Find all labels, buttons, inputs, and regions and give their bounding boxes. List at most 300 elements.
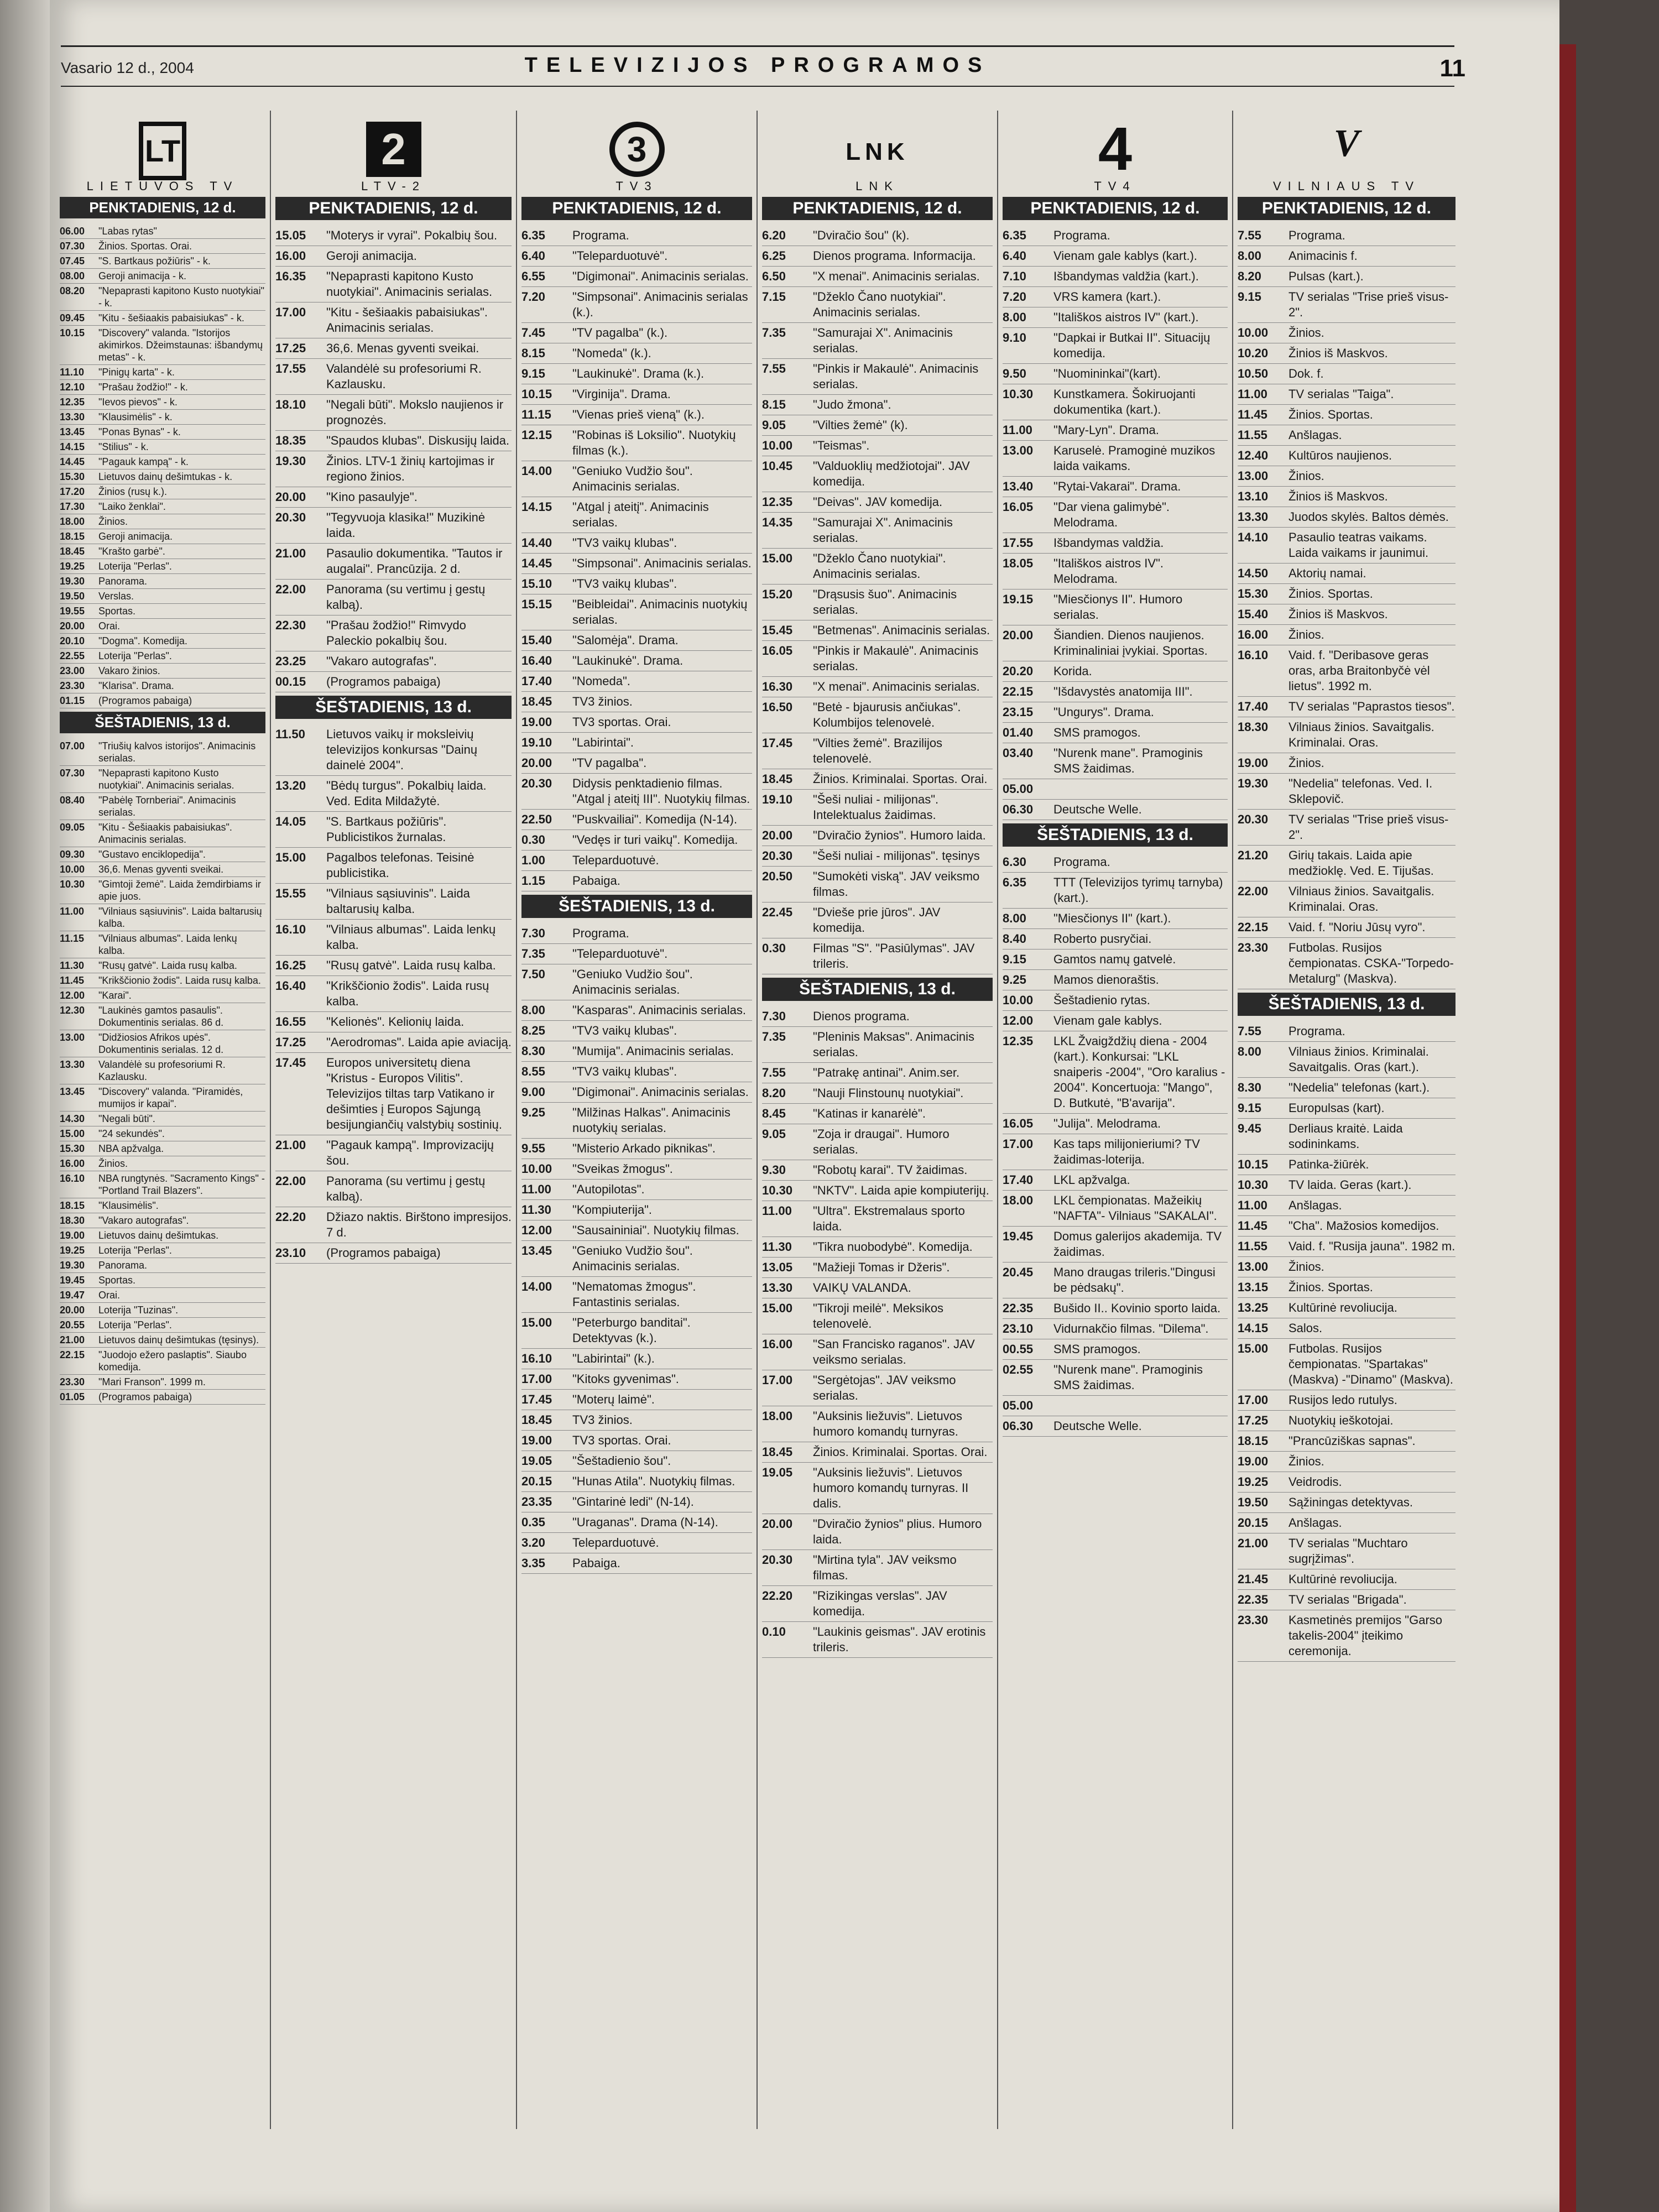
- program-time: 18.15: [60, 531, 85, 542]
- program-time: 11.00: [60, 906, 85, 917]
- program-title: Deutsche Welle.: [1053, 1419, 1142, 1433]
- program-row: [762, 585, 993, 620]
- program-row: [60, 1375, 265, 1390]
- program-time: 9.05: [762, 418, 786, 432]
- program-title: "Nepaprasti kapitono Kusto nuotykiai". Animacinis serialas.: [98, 768, 234, 791]
- program-time: 21.00: [60, 1334, 85, 1345]
- program-title: "Cha". Mažosios komedijos.: [1288, 1219, 1439, 1233]
- program-row: [521, 1082, 752, 1103]
- program-title: "Kitu - Šešiaakis pabaisiukas". Animacinis serialas.: [98, 822, 232, 845]
- program-row: [1238, 717, 1455, 753]
- program-title: "Pabėlę Tornberiai". Animacinis serialas.: [98, 795, 236, 818]
- program-title: "Vilniaus sąsiuvinis". Laida baltarusių kalba.: [326, 886, 470, 916]
- program-time: 10.00: [1238, 326, 1269, 340]
- program-time: 6.40: [521, 249, 545, 263]
- program-time: 18.45: [762, 772, 793, 786]
- program-time: 8.40: [1003, 932, 1026, 946]
- program-title: "Pinigų karta" - k.: [98, 367, 175, 378]
- program-row: [60, 1003, 265, 1030]
- program-time: 10.00: [60, 864, 85, 875]
- program-title: Žinios. Kriminalai. Sportas. Orai.: [813, 1445, 988, 1459]
- program-row: [521, 425, 752, 461]
- program-time: 9.10: [1003, 331, 1026, 345]
- channel-name: LNK: [855, 179, 899, 193]
- program-time: 05.00: [1003, 782, 1034, 796]
- program-title: Didysis penktadienio filmas. "Atgal į ateitį III". Nuotykių filmas.: [572, 776, 750, 806]
- program-title: "Geniuko Vudžio šou". Animacinis serialas.: [572, 967, 693, 997]
- program-row: [762, 267, 993, 287]
- program-time: 19.00: [1238, 1454, 1269, 1468]
- program-title: "Drąsusis šuo". Animacinis serialas.: [813, 587, 957, 617]
- program-title: Vaid. f. "Rusija jauna". 1982 m.: [1288, 1239, 1455, 1253]
- program-title: Programa.: [572, 926, 629, 940]
- program-time: 9.15: [1238, 1101, 1261, 1115]
- program-title: "Laukinukė". Drama.: [572, 654, 684, 667]
- program-title: "Vilties žemė". Brazilijos telenovelė.: [813, 736, 943, 765]
- program-title: Lietuvos dainų dešimtukas (tęsinys).: [98, 1334, 259, 1345]
- channel-column: [758, 111, 998, 2129]
- program-title: "Auksinis liežuvis". Lietuvos humoro komandų turnyras.: [813, 1409, 962, 1438]
- program-time: 21.45: [1238, 1572, 1269, 1586]
- program-time: 01.15: [60, 695, 85, 706]
- program-title: "Dar viena galimybė". Melodrama.: [1053, 500, 1170, 529]
- program-title: Sportas.: [98, 1275, 136, 1286]
- program-row: [1003, 226, 1228, 246]
- program-row: [275, 580, 512, 615]
- program-row: [1003, 533, 1228, 554]
- program-row: [1238, 364, 1455, 384]
- day-header: ŠEŠTADIENIS, 13 d.: [1238, 993, 1455, 1016]
- program-title: Džiazo naktis. Birštono impresijos. 7 d.: [326, 1210, 512, 1239]
- program-time: 10.30: [60, 879, 85, 890]
- program-row: [1238, 1513, 1455, 1533]
- program-title: "Negali būti". Mokslo naujienos ir prognozės.: [326, 398, 504, 427]
- program-time: 19.00: [60, 1230, 85, 1241]
- program-time: 12.30: [60, 1005, 85, 1016]
- program-row: [762, 1006, 993, 1027]
- program-row: [275, 544, 512, 580]
- program-row: [60, 425, 265, 440]
- program-title: "Betmenas". Animacinis serialas.: [813, 623, 990, 637]
- program-time: 14.15: [1238, 1321, 1269, 1335]
- program-time: 15.40: [1238, 607, 1269, 621]
- program-time: 19.50: [60, 591, 85, 602]
- program-row: [762, 846, 993, 867]
- program-time: 23.00: [60, 665, 85, 676]
- program-time: 16.00: [60, 1158, 85, 1169]
- program-time: 10.15: [60, 327, 85, 338]
- program-row: [1238, 846, 1455, 881]
- program-title: Juodos skylės. Baltos dėmės.: [1288, 510, 1449, 524]
- program-title: "Hunas Atila". Nuotykių filmas.: [572, 1474, 735, 1488]
- program-title: "Julija". Melodrama.: [1053, 1117, 1161, 1130]
- program-title: "Deivas". JAV komedija.: [813, 495, 943, 509]
- program-title: Mano draugas trileris."Dingusi be pėdsakų".: [1053, 1265, 1215, 1295]
- program-row: [60, 269, 265, 284]
- program-time: 11.10: [60, 367, 85, 378]
- program-time: 14.10: [1238, 530, 1269, 544]
- program-title: "Dvieše prie jūros". JAV komedija.: [813, 905, 941, 935]
- program-title: "Nedelia" telefonas (kart.).: [1288, 1081, 1430, 1094]
- program-row: [60, 484, 265, 499]
- program-time: 11.55: [1238, 1239, 1267, 1253]
- program-row: [275, 395, 512, 431]
- program-row: [1238, 604, 1455, 625]
- program-time: 20.00: [60, 1305, 85, 1316]
- program-title: Šeštadienio rytas.: [1053, 993, 1150, 1007]
- program-title: TV serialas "Trise prieš visus-2".: [1288, 290, 1449, 319]
- program-title: Panorama.: [98, 576, 148, 587]
- program-time: 1.00: [521, 853, 545, 867]
- program-time: 23.30: [1238, 1613, 1269, 1627]
- program-row: [1003, 723, 1228, 743]
- program-title: Loterija "Perlas".: [98, 1319, 172, 1331]
- program-time: 11.30: [762, 1240, 792, 1254]
- program-time: 13.00: [1003, 444, 1034, 457]
- program-row: [1238, 881, 1455, 917]
- program-time: 11.30: [521, 1203, 551, 1217]
- program-time: 8.00: [1003, 310, 1026, 324]
- program-title: "Ultra". Ekstremalaus sporto laida.: [813, 1204, 965, 1233]
- program-time: 9.45: [1238, 1121, 1261, 1135]
- program-time: 20.00: [1003, 628, 1034, 642]
- program-time: 7.20: [521, 290, 545, 304]
- program-title: Pasaulio dokumentika. "Tautos ir augalai". Prancūzija. 2 d.: [326, 546, 503, 576]
- program-title: Žinios.: [1288, 1260, 1324, 1274]
- program-time: 22.55: [60, 650, 85, 661]
- program-row: [60, 877, 265, 904]
- program-time: 11.15: [521, 408, 551, 421]
- program-time: 15.45: [762, 623, 793, 637]
- program-row: [60, 239, 265, 254]
- program-row: [1238, 645, 1455, 697]
- day-header: PENKTADIENIS, 12 d.: [521, 197, 752, 220]
- program-row: [60, 1198, 265, 1213]
- program-time: 18.30: [60, 1215, 85, 1226]
- program-time: 12.35: [60, 397, 85, 408]
- program-title: "Nomeda" (k.).: [572, 346, 651, 360]
- program-time: 16.05: [1003, 500, 1034, 514]
- program-row: [275, 508, 512, 544]
- program-row: [762, 902, 993, 938]
- channel-column: [998, 111, 1233, 2129]
- program-title: Vienam gale kablys (kart.).: [1053, 249, 1198, 263]
- program-time: 15.00: [762, 551, 793, 565]
- program-row: [521, 364, 752, 384]
- program-title: "Rytai-Vakarai". Drama.: [1053, 479, 1181, 493]
- program-time: 11.00: [762, 1204, 792, 1218]
- program-row: [521, 1553, 752, 1574]
- program-time: 7.30: [762, 1009, 786, 1023]
- program-row: [521, 384, 752, 405]
- program-title: "Mirtina tyla". JAV veiksmo filmas.: [813, 1553, 957, 1582]
- program-title: Futbolas. Rusijos čempionatas. "Spartakas" (Maskva) -"Dinamo" (Maskva).: [1288, 1342, 1453, 1386]
- program-row: [275, 1171, 512, 1207]
- program-title: "Kompiuterija".: [572, 1203, 653, 1217]
- program-time: 23.10: [275, 1246, 306, 1260]
- program-time: 20.15: [1238, 1516, 1269, 1530]
- program-time: 09.30: [60, 849, 85, 860]
- program-time: 23.25: [275, 654, 306, 668]
- program-row: [521, 753, 752, 774]
- program-row: [1003, 589, 1228, 625]
- masthead: [61, 45, 1465, 87]
- program-row: [1238, 1590, 1455, 1610]
- program-title: SMS pramogos.: [1053, 726, 1141, 739]
- program-time: 15.00: [521, 1316, 552, 1329]
- program-row: [60, 1141, 265, 1156]
- program-title: "Uraganas". Drama (N-14).: [572, 1515, 718, 1529]
- program-row: [762, 436, 993, 456]
- program-row: [521, 712, 752, 733]
- program-time: 8.00: [521, 1003, 545, 1017]
- program-row: [1238, 1431, 1455, 1452]
- program-time: 01.40: [1003, 726, 1034, 739]
- program-title: "Kino pasaulyje".: [326, 490, 418, 504]
- program-time: 13.30: [60, 411, 85, 422]
- program-row: [762, 1258, 993, 1278]
- program-time: 05.00: [1003, 1399, 1034, 1412]
- program-time: 13.45: [60, 1086, 85, 1097]
- program-time: 17.40: [521, 674, 552, 688]
- program-time: 22.15: [60, 1349, 85, 1360]
- program-title: Dienos programa.: [813, 1009, 910, 1023]
- channel-logo-mark: 3: [609, 122, 665, 177]
- program-row: [762, 1063, 993, 1083]
- program-row: [762, 790, 993, 826]
- program-row: [762, 246, 993, 267]
- day-header: ŠEŠTADIENIS, 13 d.: [521, 895, 752, 918]
- program-time: 6.50: [762, 269, 786, 283]
- program-title: SMS pramogos.: [1053, 1342, 1141, 1356]
- program-row: [762, 1027, 993, 1063]
- program-row: [1238, 1472, 1455, 1493]
- program-time: 12.15: [521, 428, 552, 442]
- program-title: Mamos dienoraštis.: [1053, 973, 1159, 987]
- program-time: 13.15: [1238, 1280, 1269, 1294]
- program-time: 17.30: [60, 501, 85, 512]
- program-time: 14.30: [60, 1113, 85, 1124]
- program-title: "Rusų gatvė". Laida rusų kalba.: [326, 958, 496, 972]
- program-time: 11.50: [275, 727, 305, 741]
- program-time: 9.15: [521, 367, 545, 380]
- program-row: [1238, 446, 1455, 466]
- program-time: 18.45: [521, 695, 552, 708]
- program-time: 8.20: [1238, 269, 1261, 283]
- program-title: "Itališkos aistros IV". Melodrama.: [1053, 556, 1164, 586]
- program-title: Animacinis f.: [1288, 249, 1358, 263]
- program-title: "Vilniaus albumas". Laida lenkų kalba.: [98, 933, 237, 956]
- program-time: 19.00: [521, 1433, 552, 1447]
- program-title: "Samurajai X". Animacinis serialas.: [813, 515, 953, 545]
- program-title: "Miesčionys II". Humoro serialas.: [1053, 592, 1183, 622]
- program-row: [1003, 1191, 1228, 1227]
- channel-logo-mark: LT: [139, 122, 186, 180]
- program-time: 15.15: [521, 597, 552, 611]
- program-row: [1238, 425, 1455, 446]
- program-title: "Pagauk kampą". Improvizacijų šou.: [326, 1138, 494, 1167]
- program-title: Derliaus kraitė. Laida sodininkams.: [1288, 1121, 1403, 1151]
- program-title: "Prašau žodžio!" - k.: [98, 382, 188, 393]
- program-row: [275, 724, 512, 776]
- program-time: 16.00: [275, 249, 306, 263]
- program-row: [521, 1533, 752, 1553]
- program-time: 19.00: [521, 715, 552, 729]
- program-row: [275, 956, 512, 976]
- program-row: [1003, 287, 1228, 307]
- program-time: 9.55: [521, 1141, 545, 1155]
- program-title: "Laukinės gamtos pasaulis". Dokumentinis serialas. 86 d.: [98, 1005, 224, 1028]
- program-row: [521, 1062, 752, 1082]
- program-title: "Auksinis liežuvis". Lietuvos humoro komandų turnyras. II dalis.: [813, 1465, 969, 1510]
- program-title: Pasaulio teatras vaikams. Laida vaikams ir jaunimui.: [1288, 530, 1429, 560]
- program-title: "Valduoklių medžiotojai". JAV komedija.: [813, 459, 970, 488]
- program-title: "Discovery" valanda. "Piramidės, mumijos ir kapai".: [98, 1086, 243, 1109]
- program-row: [1238, 466, 1455, 487]
- program-time: 16.50: [762, 700, 793, 714]
- program-row: [521, 1451, 752, 1472]
- program-title: VAIKŲ VALANDA.: [813, 1281, 911, 1295]
- program-title: (Programos pabaiga): [326, 675, 441, 688]
- program-row: [762, 359, 993, 395]
- program-time: 9.50: [1003, 367, 1026, 380]
- program-time: 07.30: [60, 768, 85, 779]
- program-row: [1238, 1610, 1455, 1662]
- program-title: "Aerodromas". Laida apie aviaciją.: [326, 1035, 512, 1049]
- program-row: [60, 1243, 265, 1258]
- program-title: "Tegyvuoja klasika!" Muzikinė laida.: [326, 510, 486, 540]
- program-title: "Beibleidai". Animacinis nuotykių serialas.: [572, 597, 748, 627]
- program-title: Išbandymas valdžia (kart.).: [1053, 269, 1199, 283]
- program-title: "Triušių kalvos istorijos". Animacinis serialas.: [98, 740, 256, 764]
- program-row: [1238, 917, 1455, 938]
- program-time: 22.15: [1238, 920, 1269, 934]
- program-title: Kasmetinės premijos "Garso takelis-2004" įteikimo ceremonija.: [1288, 1613, 1443, 1658]
- program-time: 20.00: [60, 620, 85, 632]
- channel-logo: [521, 111, 752, 194]
- program-row: [60, 1126, 265, 1141]
- program-row: [1238, 938, 1455, 989]
- program-title: Žinios.: [1288, 469, 1324, 483]
- program-title: Žinios. Sportas.: [1288, 587, 1373, 601]
- program-time: 9.25: [1003, 973, 1026, 987]
- program-title: Valandėlė su profesoriumi R. Kazlausku.: [98, 1059, 226, 1082]
- program-row: [1238, 1277, 1455, 1298]
- program-row: [762, 1370, 993, 1406]
- program-row: [521, 964, 752, 1000]
- program-time: 20.00: [762, 1517, 793, 1531]
- program-time: 20.00: [275, 490, 306, 504]
- program-title: TV3 sportas. Orai.: [572, 715, 671, 729]
- program-title: "Laukinis geismas". JAV erotinis trileris.: [813, 1625, 986, 1654]
- program-time: 10.00: [1003, 993, 1034, 1007]
- program-title: Programa.: [1053, 855, 1110, 869]
- program-row: [521, 574, 752, 594]
- program-title: Veidrodis.: [1288, 1475, 1342, 1489]
- program-title: Kultūros naujienos.: [1288, 448, 1392, 462]
- program-time: 16.30: [762, 680, 793, 693]
- program-row: [60, 529, 265, 544]
- program-row: [275, 1135, 512, 1171]
- program-row: [60, 1228, 265, 1243]
- program-row: [762, 456, 993, 492]
- program-row: [60, 224, 265, 239]
- program-row: [521, 1410, 752, 1431]
- program-row: [1003, 307, 1228, 328]
- program-row: [60, 395, 265, 410]
- program-row: [60, 958, 265, 973]
- program-title: Dienos programa. Informacija.: [813, 249, 976, 263]
- program-title: "TV3 vaikų klubas".: [572, 1065, 677, 1078]
- program-title: "X menai". Animacinis serialas.: [813, 680, 980, 693]
- program-title: "S. Bartkaus požiūris". Publicistikos žurnalas.: [326, 815, 447, 844]
- program-row: [60, 664, 265, 679]
- program-row: [275, 1053, 512, 1135]
- program-time: 8.55: [521, 1065, 545, 1078]
- program-row: [762, 513, 993, 549]
- program-row: [1238, 323, 1455, 343]
- program-title: "Ponas Bynas" - k.: [98, 426, 181, 437]
- program-title: Kultūrinė revoliucija.: [1288, 1301, 1397, 1314]
- program-title: "Labirintai" (k.).: [572, 1352, 655, 1365]
- program-row: [521, 810, 752, 830]
- program-row: [521, 851, 752, 871]
- program-title: Orai.: [98, 620, 121, 632]
- program-title: "Vilniaus sąsiuvinis". Laida baltarusių kalba.: [98, 906, 262, 929]
- program-row: [521, 1220, 752, 1241]
- program-row: [762, 492, 993, 513]
- program-time: 17.00: [521, 1372, 552, 1386]
- program-time: 20.30: [1238, 812, 1269, 826]
- program-title: NBA apžvalga.: [98, 1143, 164, 1154]
- program-time: 18.00: [60, 516, 85, 527]
- program-title: "TV3 vaikų klubas".: [572, 577, 677, 591]
- program-title: "Nematomas žmogus". Fantastinis serialas.: [572, 1280, 696, 1309]
- program-title: "Sausaininiai". Nuotykių filmas.: [572, 1223, 739, 1237]
- program-title: TV serialas "Brigada".: [1288, 1593, 1407, 1606]
- program-title: Pulsas (kart.).: [1288, 269, 1364, 283]
- program-time: 20.30: [762, 849, 793, 863]
- program-row: [762, 1406, 993, 1442]
- program-time: 15.30: [60, 471, 85, 482]
- program-time: 8.15: [762, 398, 786, 411]
- program-row: [1003, 873, 1228, 909]
- program-time: 18.00: [762, 1409, 793, 1423]
- program-title: "Virginija". Drama.: [572, 387, 671, 401]
- program-time: 16.00: [762, 1337, 793, 1351]
- program-title: "Vakaro autografas".: [98, 1215, 189, 1226]
- program-title: "Moterys ir vyrai". Pokalbių šou.: [326, 228, 498, 242]
- program-row: [521, 1000, 752, 1021]
- program-time: 20.00: [762, 828, 793, 842]
- program-title: Korida.: [1053, 664, 1092, 678]
- program-title: Nuotykių ieškotojai.: [1288, 1413, 1394, 1427]
- program-row: [521, 323, 752, 343]
- program-row: [1003, 1011, 1228, 1031]
- program-row: [1003, 364, 1228, 384]
- program-title: "Moterų laimė".: [572, 1392, 655, 1406]
- program-title: Žinios (rusų k.).: [98, 486, 168, 497]
- program-time: 19.45: [1003, 1229, 1034, 1243]
- program-time: 17.25: [275, 341, 306, 355]
- program-time: 18.45: [60, 546, 85, 557]
- program-row: [60, 679, 265, 693]
- program-row: [275, 267, 512, 302]
- program-row: [762, 641, 993, 677]
- program-time: 22.35: [1238, 1593, 1269, 1606]
- program-time: 19.45: [60, 1275, 85, 1286]
- program-row: [1238, 1119, 1455, 1155]
